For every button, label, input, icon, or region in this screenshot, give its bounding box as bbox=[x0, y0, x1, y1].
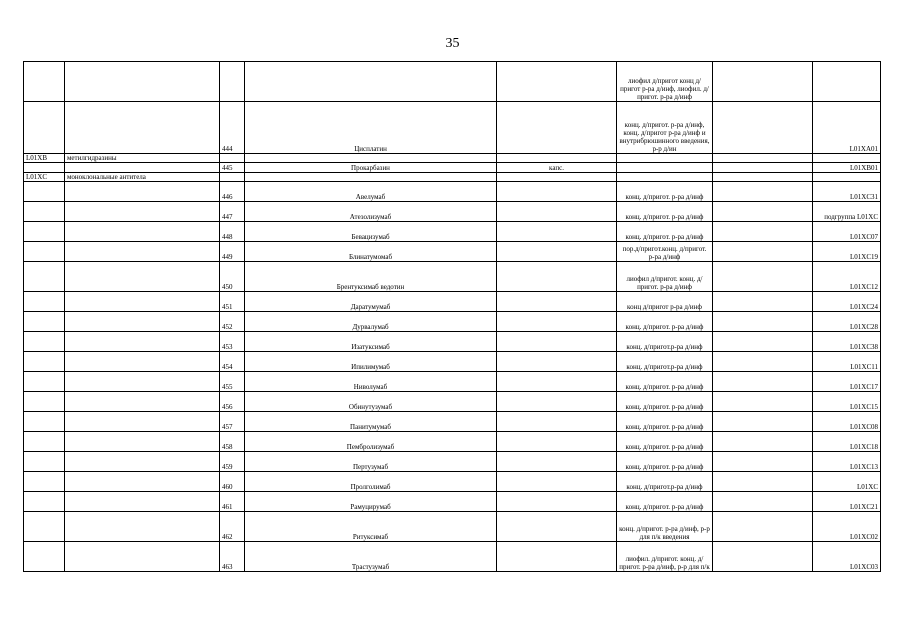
dosage-form-short-cell bbox=[497, 392, 617, 412]
atc-group-code-cell bbox=[24, 392, 65, 412]
group-name-cell bbox=[65, 432, 220, 452]
note-cell bbox=[713, 292, 813, 312]
table-row bbox=[24, 242, 881, 262]
atc-group-code-cell bbox=[24, 262, 65, 292]
table-row bbox=[24, 332, 881, 352]
drug-name-cell: Рамуцирумаб bbox=[245, 492, 497, 512]
drug-name-cell: Атезолизумаб bbox=[245, 202, 497, 222]
atc-group-code-cell bbox=[24, 62, 65, 102]
note-cell bbox=[713, 102, 813, 154]
row-number-cell: 457 bbox=[220, 412, 245, 432]
note-cell bbox=[713, 242, 813, 262]
atc-code-cell: L01XC18 bbox=[813, 432, 881, 452]
dosage-form-cell: лиофил д/пригот. конц. д/пригот. р-ра д/инф bbox=[617, 262, 713, 292]
atc-code-cell: L01XC38 bbox=[813, 332, 881, 352]
atc-code-cell: L01XC13 bbox=[813, 452, 881, 472]
group-name-cell bbox=[65, 542, 220, 572]
note-cell bbox=[713, 512, 813, 542]
drug-name-cell: Панитумумаб bbox=[245, 412, 497, 432]
dosage-form-cell: конц. д/пригот. р-ра д/инф bbox=[617, 182, 713, 202]
row-number-cell: 463 bbox=[220, 542, 245, 572]
note-cell bbox=[713, 222, 813, 242]
group-name-cell bbox=[65, 332, 220, 352]
atc-code-cell: подгруппа L01XC bbox=[813, 202, 881, 222]
drug-name-cell: Прокарбазин bbox=[245, 163, 497, 173]
row-number-cell: 446 bbox=[220, 182, 245, 202]
dosage-form-cell: лиофил. д/пригот. конц. д/пригот. р-ра д/инф, р-р для п/к bbox=[617, 542, 713, 572]
table-row bbox=[24, 173, 881, 182]
table-row bbox=[24, 542, 881, 572]
table-row bbox=[24, 202, 881, 222]
group-name-cell bbox=[65, 492, 220, 512]
atc-code-cell: L01XC19 bbox=[813, 242, 881, 262]
note-cell bbox=[713, 372, 813, 392]
dosage-form-short-cell bbox=[497, 542, 617, 572]
note-cell bbox=[713, 432, 813, 452]
group-name-cell bbox=[65, 392, 220, 412]
note-cell bbox=[713, 492, 813, 512]
drug-name-cell: Пертузумаб bbox=[245, 452, 497, 472]
note-cell bbox=[713, 542, 813, 572]
dosage-form-cell: конц. д/пригот. р-ра д/инф bbox=[617, 432, 713, 452]
dosage-form-cell bbox=[617, 154, 713, 163]
atc-group-code-cell bbox=[24, 242, 65, 262]
dosage-form-cell: конц. д/пригот. р-ра д/инф bbox=[617, 222, 713, 242]
note-cell bbox=[713, 392, 813, 412]
atc-group-code-cell bbox=[24, 352, 65, 372]
drug-name-cell bbox=[245, 173, 497, 182]
table-row bbox=[24, 472, 881, 492]
group-name-cell bbox=[65, 62, 220, 102]
table-row bbox=[24, 102, 881, 154]
row-number-cell: 459 bbox=[220, 452, 245, 472]
row-number-cell: 450 bbox=[220, 262, 245, 292]
group-name-cell bbox=[65, 412, 220, 432]
atc-code-cell: L01XC17 bbox=[813, 372, 881, 392]
row-number-cell: 453 bbox=[220, 332, 245, 352]
drug-name-cell: Бевацизумаб bbox=[245, 222, 497, 242]
table-row bbox=[24, 222, 881, 242]
group-name-cell bbox=[65, 102, 220, 154]
dosage-form-cell: конц. д/пригот.р-ра д/инф bbox=[617, 332, 713, 352]
note-cell bbox=[713, 62, 813, 102]
row-number-cell: 454 bbox=[220, 352, 245, 372]
dosage-form-cell: конц. д/пригот. р-ра д/инф bbox=[617, 202, 713, 222]
atc-group-code-cell bbox=[24, 202, 65, 222]
drug-name-cell: Обинутузумаб bbox=[245, 392, 497, 412]
note-cell bbox=[713, 173, 813, 182]
atc-code-cell: L01XC31 bbox=[813, 182, 881, 202]
atc-code-cell: L01XC12 bbox=[813, 262, 881, 292]
dosage-form-short-cell bbox=[497, 312, 617, 332]
dosage-form-short-cell bbox=[497, 182, 617, 202]
group-name-cell bbox=[65, 163, 220, 173]
atc-code-cell: L01XA01 bbox=[813, 102, 881, 154]
group-name-cell bbox=[65, 452, 220, 472]
table-row bbox=[24, 262, 881, 292]
dosage-form-short-cell bbox=[497, 62, 617, 102]
atc-group-code-cell bbox=[24, 412, 65, 432]
row-number-cell: 461 bbox=[220, 492, 245, 512]
dosage-form-cell: конц. д/пригот. р-ра д/инф bbox=[617, 412, 713, 432]
dosage-form-short-cell bbox=[497, 102, 617, 154]
row-number-cell bbox=[220, 173, 245, 182]
atc-group-code-cell: L01XC bbox=[24, 173, 65, 182]
dosage-form-short-cell bbox=[497, 372, 617, 392]
atc-group-code-cell bbox=[24, 472, 65, 492]
dosage-form-cell: конц. д/пригот. р-ра д/инф bbox=[617, 312, 713, 332]
drug-name-cell: Пролголимаб bbox=[245, 472, 497, 492]
atc-code-cell: L01XC03 bbox=[813, 542, 881, 572]
group-name-cell bbox=[65, 312, 220, 332]
row-number-cell: 460 bbox=[220, 472, 245, 492]
table-row bbox=[24, 182, 881, 202]
atc-group-code-cell bbox=[24, 312, 65, 332]
atc-group-code-cell bbox=[24, 222, 65, 242]
atc-code-cell: L01XC28 bbox=[813, 312, 881, 332]
atc-code-cell: L01XC15 bbox=[813, 392, 881, 412]
drug-name-cell: Брентуксимаб ведотин bbox=[245, 262, 497, 292]
dosage-form-cell: лиофил д/пригот конц д/пригот р-ра д/инф, лиофил. д/пригот. р-ра д/инф bbox=[617, 62, 713, 102]
row-number-cell bbox=[220, 62, 245, 102]
drug-table bbox=[23, 61, 881, 572]
group-name-cell bbox=[65, 352, 220, 372]
dosage-form-short-cell bbox=[497, 262, 617, 292]
drug-name-cell: Трастузумаб bbox=[245, 542, 497, 572]
row-number-cell bbox=[220, 154, 245, 163]
dosage-form-short-cell: капс. bbox=[497, 163, 617, 173]
group-name-cell bbox=[65, 182, 220, 202]
atc-group-code-cell bbox=[24, 542, 65, 572]
page-number: 35 bbox=[445, 36, 460, 51]
row-number-cell: 458 bbox=[220, 432, 245, 452]
dosage-form-short-cell bbox=[497, 154, 617, 163]
table-row bbox=[24, 163, 881, 173]
dosage-form-short-cell bbox=[497, 472, 617, 492]
group-name-cell bbox=[65, 222, 220, 242]
atc-code-cell: L01XC bbox=[813, 472, 881, 492]
note-cell bbox=[713, 202, 813, 222]
drug-name-cell: Авелумаб bbox=[245, 182, 497, 202]
drug-name-cell: Ниволумаб bbox=[245, 372, 497, 392]
atc-group-code-cell bbox=[24, 332, 65, 352]
table-row bbox=[24, 372, 881, 392]
row-number-cell: 451 bbox=[220, 292, 245, 312]
table-row bbox=[24, 392, 881, 412]
dosage-form-short-cell bbox=[497, 292, 617, 312]
dosage-form-short-cell bbox=[497, 492, 617, 512]
atc-code-cell bbox=[813, 62, 881, 102]
row-number-cell: 456 bbox=[220, 392, 245, 412]
dosage-form-short-cell bbox=[497, 432, 617, 452]
group-name-cell: метилгидразины bbox=[65, 154, 220, 163]
dosage-form-cell: конц. д/пригот. р-ра д/инф, конц. д/пригот р-ра д/инф и внутрибрюшинного введения, р-р д/ин bbox=[617, 102, 713, 154]
dosage-form-cell: конц д/пригот р-ра д/инф bbox=[617, 292, 713, 312]
group-name-cell bbox=[65, 292, 220, 312]
dosage-form-cell: конц. д/пригот. р-ра д/инф bbox=[617, 372, 713, 392]
dosage-form-cell bbox=[617, 163, 713, 173]
group-name-cell: моноклональные антитела bbox=[65, 173, 220, 182]
atc-code-cell bbox=[813, 154, 881, 163]
group-name-cell bbox=[65, 512, 220, 542]
dosage-form-short-cell bbox=[497, 452, 617, 472]
row-number-cell: 462 bbox=[220, 512, 245, 542]
atc-code-cell: L01XC21 bbox=[813, 492, 881, 512]
atc-group-code-cell bbox=[24, 492, 65, 512]
dosage-form-cell: конц. д/пригот.р-ра д/инф bbox=[617, 352, 713, 372]
drug-name-cell: Даратумумаб bbox=[245, 292, 497, 312]
drug-name-cell: Ритуксимаб bbox=[245, 512, 497, 542]
dosage-form-cell: пор.д/пригот.конц. д/пригот. р-ра д/инф bbox=[617, 242, 713, 262]
dosage-form-short-cell bbox=[497, 202, 617, 222]
group-name-cell bbox=[65, 472, 220, 492]
dosage-form-short-cell bbox=[497, 412, 617, 432]
group-name-cell bbox=[65, 242, 220, 262]
table-row bbox=[24, 412, 881, 432]
dosage-form-short-cell bbox=[497, 242, 617, 262]
row-number-cell: 452 bbox=[220, 312, 245, 332]
atc-code-cell: L01XC02 bbox=[813, 512, 881, 542]
group-name-cell bbox=[65, 372, 220, 392]
note-cell bbox=[713, 472, 813, 492]
atc-group-code-cell: L01XB bbox=[24, 154, 65, 163]
dosage-form-short-cell bbox=[497, 332, 617, 352]
note-cell bbox=[713, 154, 813, 163]
row-number-cell: 449 bbox=[220, 242, 245, 262]
row-number-cell: 447 bbox=[220, 202, 245, 222]
group-name-cell bbox=[65, 262, 220, 292]
row-number-cell: 444 bbox=[220, 102, 245, 154]
note-cell bbox=[713, 182, 813, 202]
atc-code-cell bbox=[813, 173, 881, 182]
row-number-cell: 455 bbox=[220, 372, 245, 392]
dosage-form-cell: конц. д/пригот. р-ра д/инф bbox=[617, 392, 713, 412]
group-name-cell bbox=[65, 202, 220, 222]
note-cell bbox=[713, 312, 813, 332]
drug-name-cell: Пембролизумаб bbox=[245, 432, 497, 452]
atc-code-cell: L01XC11 bbox=[813, 352, 881, 372]
atc-group-code-cell bbox=[24, 182, 65, 202]
drug-name-cell: Ипилимумаб bbox=[245, 352, 497, 372]
dosage-form-cell: конц. д/пригот.р-ра д/инф bbox=[617, 472, 713, 492]
atc-code-cell: L01XC24 bbox=[813, 292, 881, 312]
drug-name-cell: Дурвалумаб bbox=[245, 312, 497, 332]
dosage-form-short-cell bbox=[497, 352, 617, 372]
table-row bbox=[24, 292, 881, 312]
table-row bbox=[24, 432, 881, 452]
atc-group-code-cell bbox=[24, 102, 65, 154]
atc-group-code-cell bbox=[24, 292, 65, 312]
dosage-form-cell: конц. д/пригот. р-ра д/инф bbox=[617, 492, 713, 512]
atc-group-code-cell bbox=[24, 432, 65, 452]
drug-name-cell: Изатуксимаб bbox=[245, 332, 497, 352]
drug-name-cell: Цисплатин bbox=[245, 102, 497, 154]
dosage-form-short-cell bbox=[497, 512, 617, 542]
dosage-form-short-cell bbox=[497, 222, 617, 242]
row-number-cell: 445 bbox=[220, 163, 245, 173]
table-row bbox=[24, 452, 881, 472]
table-row bbox=[24, 62, 881, 102]
table-row bbox=[24, 512, 881, 542]
drug-name-cell bbox=[245, 62, 497, 102]
atc-code-cell: L01XC07 bbox=[813, 222, 881, 242]
note-cell bbox=[713, 262, 813, 292]
atc-group-code-cell bbox=[24, 163, 65, 173]
note-cell bbox=[713, 332, 813, 352]
table-row bbox=[24, 492, 881, 512]
atc-code-cell: L01XB01 bbox=[813, 163, 881, 173]
note-cell bbox=[713, 412, 813, 432]
dosage-form-cell: конц. д/пригот. р-ра д/инф bbox=[617, 452, 713, 472]
table-row bbox=[24, 154, 881, 163]
atc-code-cell: L01XC08 bbox=[813, 412, 881, 432]
atc-group-code-cell bbox=[24, 372, 65, 392]
dosage-form-cell bbox=[617, 173, 713, 182]
note-cell bbox=[713, 352, 813, 372]
note-cell bbox=[713, 452, 813, 472]
drug-name-cell: Блинатумомаб bbox=[245, 242, 497, 262]
dosage-form-cell: конц. д/пригот. р-ра д/инф, р-р для п/к введения bbox=[617, 512, 713, 542]
table-row bbox=[24, 352, 881, 372]
dosage-form-short-cell bbox=[497, 173, 617, 182]
note-cell bbox=[713, 163, 813, 173]
row-number-cell: 448 bbox=[220, 222, 245, 242]
drug-name-cell bbox=[245, 154, 497, 163]
atc-group-code-cell bbox=[24, 512, 65, 542]
atc-group-code-cell bbox=[24, 452, 65, 472]
table-row bbox=[24, 312, 881, 332]
